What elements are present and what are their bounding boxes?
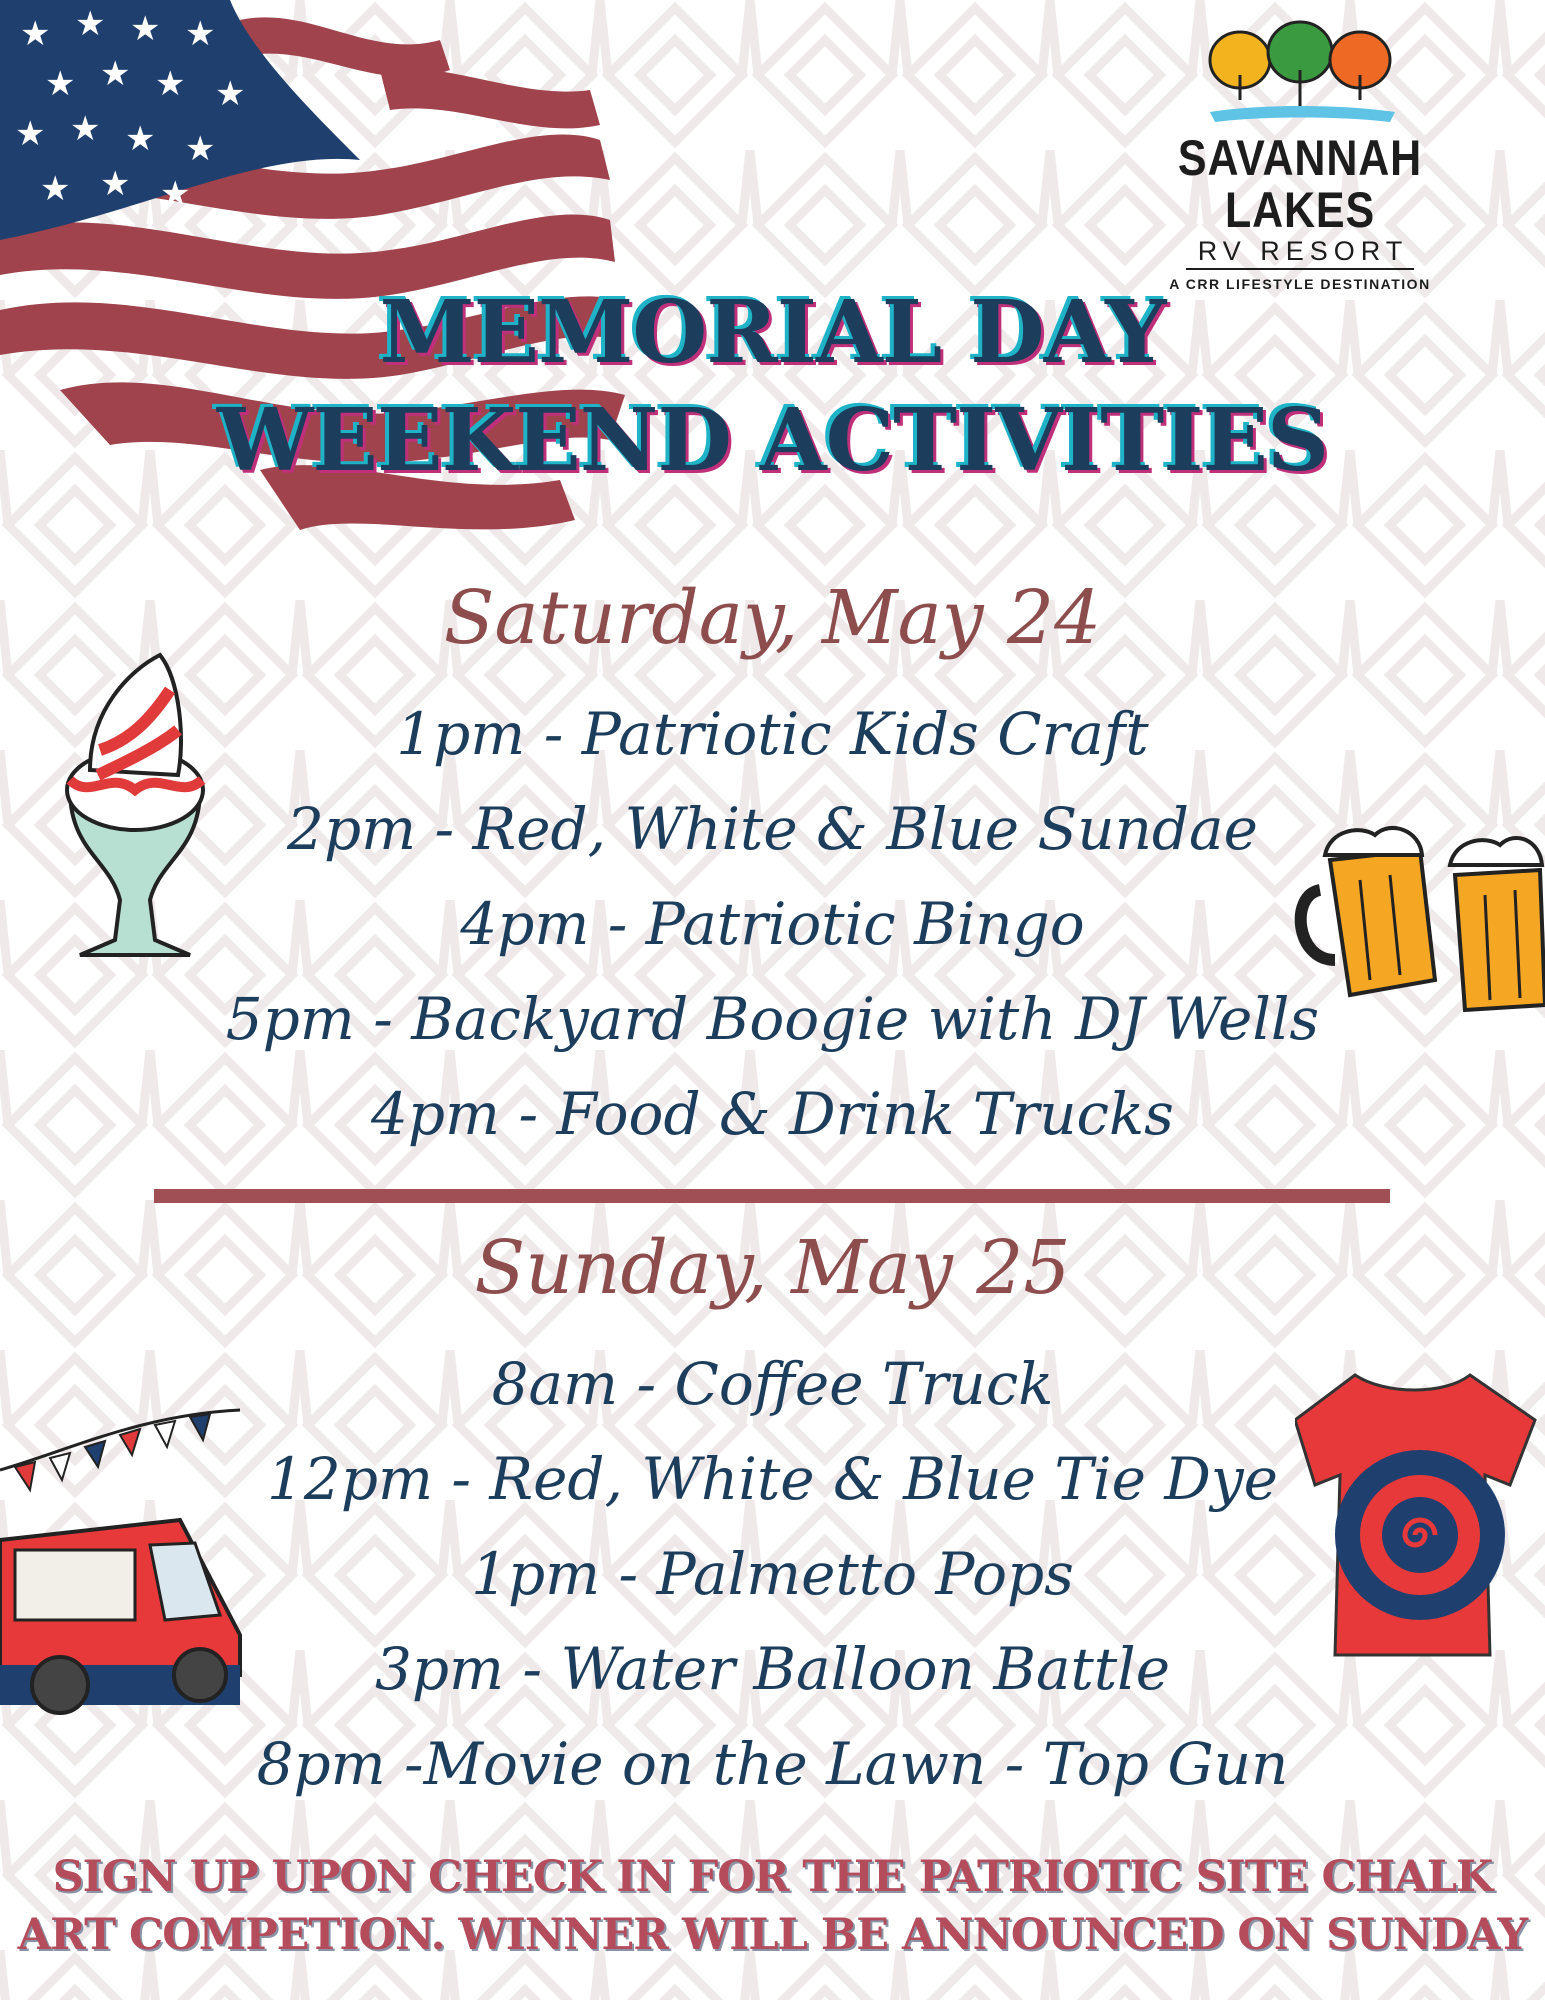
- logo-tagline: A CRR LIFESTYLE DESTINATION: [1169, 276, 1431, 292]
- savannah-lakes-trees-logo-icon: [1200, 20, 1400, 130]
- svg-text:★: ★: [70, 109, 101, 149]
- svg-text:★: ★: [15, 114, 46, 154]
- title-line-2: WEEKEND ACTIVITIES: [216, 390, 1329, 491]
- sunday-item-3: 1pm - Palmetto Pops: [471, 1540, 1074, 1608]
- title-line-1: MEMORIAL DAY: [379, 282, 1166, 383]
- section-divider: [154, 1189, 1390, 1203]
- sunday-heading: Sunday, May 25: [474, 1225, 1071, 1311]
- logo-name: SAVANNAH LAKES: [1177, 130, 1423, 238]
- svg-text:★: ★: [75, 4, 106, 44]
- saturday-item-4: 5pm - Backyard Boogie with DJ Wells: [225, 985, 1320, 1053]
- svg-text:★: ★: [100, 54, 131, 94]
- svg-text:★: ★: [45, 64, 76, 104]
- logo-subtitle: RV RESORT: [1186, 236, 1415, 270]
- saturday-item-1: 1pm - Patriotic Kids Craft: [396, 700, 1149, 768]
- saturday-item-3: 4pm - Patriotic Bingo: [460, 890, 1085, 958]
- svg-text:★: ★: [215, 74, 246, 114]
- svg-text:★: ★: [20, 14, 51, 54]
- svg-text:★: ★: [185, 14, 216, 54]
- svg-text:★: ★: [125, 119, 156, 159]
- food-truck-icon: [0, 1375, 270, 1715]
- svg-text:★: ★: [40, 169, 71, 209]
- tie-dye-shirt-icon: [1295, 1365, 1540, 1665]
- svg-text:★: ★: [130, 9, 161, 49]
- sundae-icon: [50, 650, 220, 970]
- beer-mugs-icon: [1290, 820, 1545, 1020]
- sunday-item-2: 12pm - Red, White & Blue Tie Dye: [267, 1445, 1278, 1513]
- sunday-item-1: 8am - Coffee Truck: [491, 1350, 1054, 1418]
- sunday-item-4: 3pm - Water Balloon Battle: [374, 1635, 1171, 1703]
- svg-text:★: ★: [160, 174, 191, 214]
- svg-text:★: ★: [185, 129, 216, 169]
- resort-logo: [1100, 20, 1500, 292]
- sunday-item-5: 8pm -Movie on the Lawn - Top Gun: [256, 1730, 1289, 1798]
- svg-text:★: ★: [100, 164, 131, 204]
- saturday-heading: Saturday, May 24: [443, 575, 1102, 661]
- saturday-item-5: 4pm - Food & Drink Trucks: [371, 1080, 1174, 1148]
- svg-text:★: ★: [155, 64, 186, 104]
- footer-line-2: ART COMPETION. WINNER WILL BE ANNOUNCED ON SUNDAY: [17, 1910, 1528, 1960]
- saturday-item-2: 2pm - Red, White & Blue Sundae: [287, 795, 1258, 863]
- footer-line-1: SIGN UP UPON CHECK IN FOR THE PATRIOTIC SITE CHALK: [52, 1852, 1493, 1902]
